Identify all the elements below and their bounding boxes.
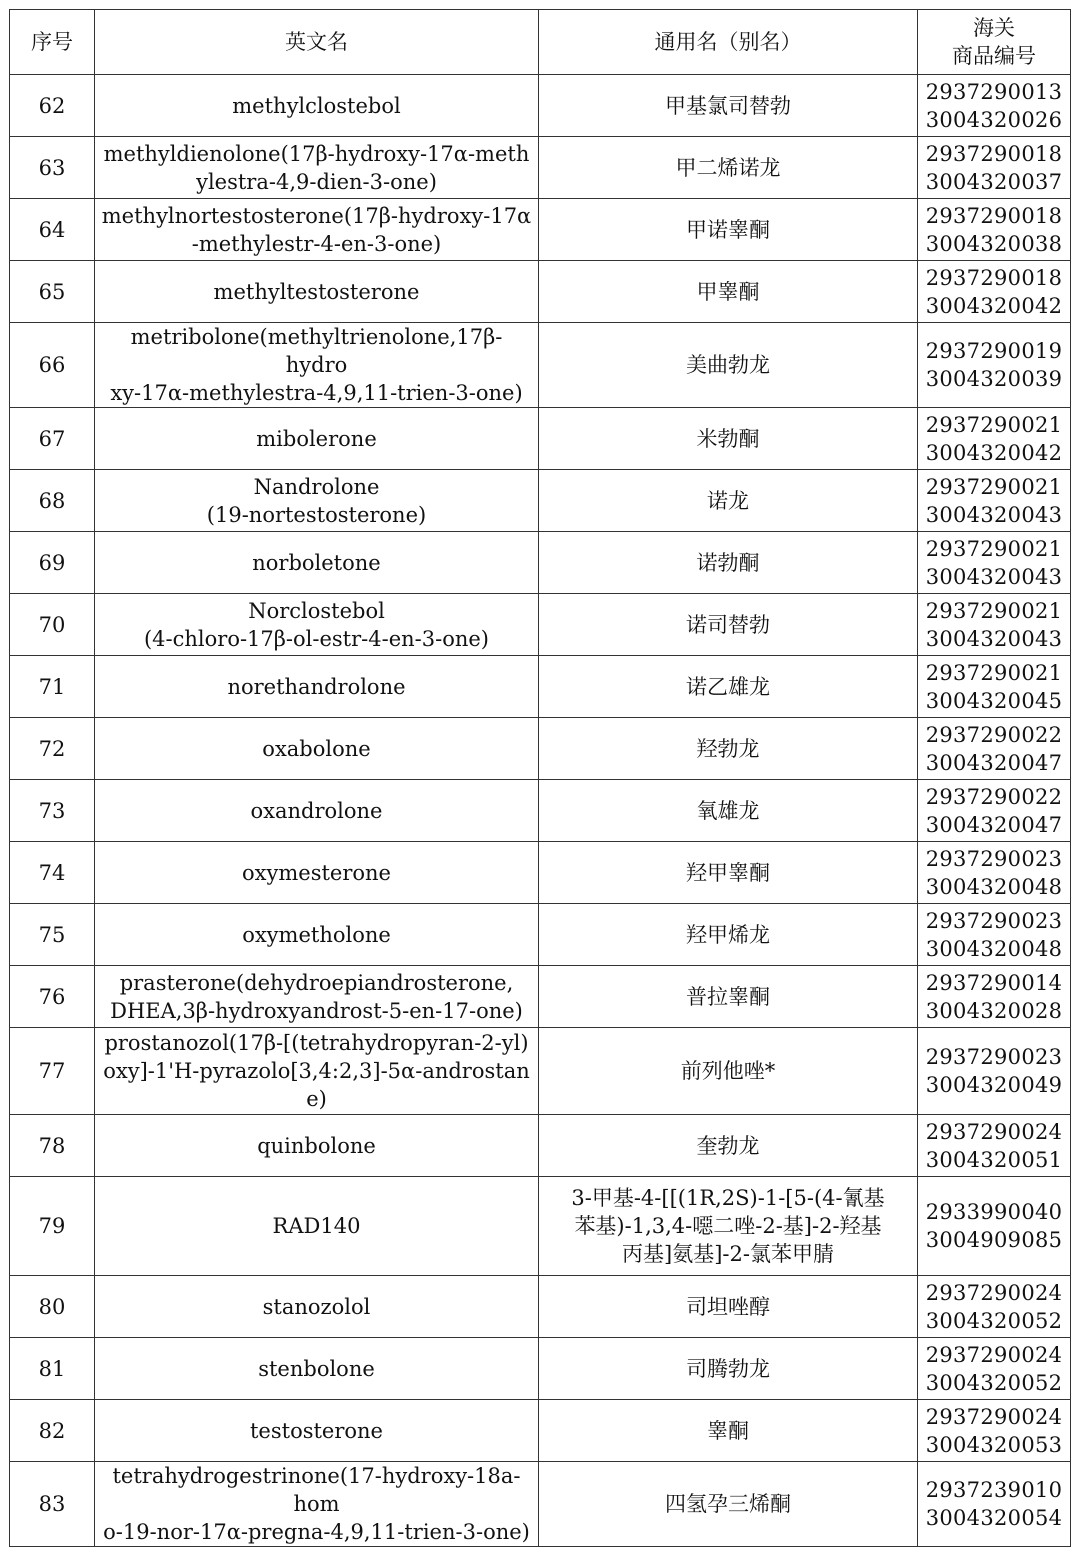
- customs-code-2: 3004320042: [925, 440, 1063, 465]
- common-name-cell: [539, 1400, 918, 1462]
- row-no-cell: 79: [10, 1177, 95, 1276]
- english-name-line: oxy]-1'H-pyrazolo[3,4:2,3]-5α-androstan: [103, 1059, 530, 1083]
- english-name-cell: [95, 1028, 539, 1115]
- customs-code-2: 3004320054: [925, 1506, 1063, 1530]
- customs-code-2: 3004320049: [925, 1073, 1063, 1097]
- customs-code-1: 2937290021: [925, 536, 1063, 561]
- english-name-line: methylclostebol: [232, 93, 401, 118]
- common-name-cell: [539, 1276, 918, 1338]
- english-name-line: DHEA,3β-hydroxyandrost-5-en-17-one): [110, 998, 523, 1023]
- customs-code-cell: [918, 1338, 1071, 1400]
- table-body: [10, 75, 1071, 1547]
- customs-code-1: 2933990040: [925, 1200, 1063, 1224]
- table-row: [10, 594, 1071, 656]
- english-name-line: methylnortestosterone(17β-hydroxy-17α: [101, 203, 532, 228]
- customs-code-2: 3004320053: [925, 1432, 1063, 1457]
- common-name-line: 3-甲基-4-[[(1R,2S)-1-[5-(4-氰基: [571, 1186, 885, 1210]
- common-name-line: 丙基]氨基]-2-氯苯甲腈: [622, 1242, 834, 1266]
- english-name-line: ylestra-4,9-dien-3-one): [196, 169, 437, 194]
- common-name-cell: [539, 780, 918, 842]
- table-row: [10, 532, 1071, 594]
- row-no-cell: 80: [10, 1276, 95, 1338]
- common-name-line: 司坦唑醇: [686, 1294, 770, 1319]
- row-no-cell: 76: [10, 966, 95, 1028]
- customs-code-1: 2937290018: [925, 141, 1063, 166]
- english-name-line: tetrahydrogestrinone(17-hydroxy-18a-hom: [112, 1464, 521, 1516]
- row-no-cell: 62: [10, 75, 95, 137]
- english-name-line: prostanozol(17β-[(tetrahydropyran-2-yl): [104, 1031, 529, 1055]
- common-name-cell: [539, 261, 918, 323]
- english-name-line: oxymetholone: [242, 922, 391, 947]
- english-name-cell: [95, 1400, 539, 1462]
- english-name-line: stenbolone: [258, 1356, 375, 1381]
- english-name-line: mibolerone: [256, 426, 377, 451]
- common-name-cell: [539, 1462, 918, 1547]
- common-name-cell: [539, 842, 918, 904]
- customs-code-2: 3004320047: [925, 750, 1063, 775]
- common-name-cell: [539, 1115, 918, 1177]
- common-name-line: 羟甲烯龙: [686, 922, 770, 947]
- common-name-line: 甲诺睾酮: [686, 217, 770, 242]
- header-customs-code: [918, 10, 1071, 75]
- english-name-cell: [95, 408, 539, 470]
- table-row: [10, 1115, 1071, 1177]
- table-row: [10, 199, 1071, 261]
- english-name-line: oxymesterone: [242, 860, 391, 885]
- english-name-cell: [95, 532, 539, 594]
- english-name-line: norboletone: [252, 550, 381, 575]
- customs-code-2: 3004320045: [925, 688, 1063, 713]
- customs-code-cell: [918, 408, 1071, 470]
- common-name-line: 苯基)-1,3,4-噁二唑-2-基]-2-羟基: [574, 1214, 882, 1238]
- table-row: [10, 904, 1071, 966]
- customs-code-1: 2937290021: [925, 412, 1063, 437]
- customs-code-1: 2937290024: [925, 1404, 1063, 1429]
- customs-code-2: 3004320042: [925, 293, 1063, 318]
- common-name-line: 四氢孕三烯酮: [665, 1492, 791, 1516]
- table-row: [10, 780, 1071, 842]
- common-name-cell: [539, 323, 918, 408]
- customs-code-1: 2937290023: [925, 846, 1063, 871]
- common-name-line: 美曲勃龙: [686, 353, 770, 377]
- customs-code-cell: [918, 75, 1071, 137]
- table-row: [10, 1462, 1071, 1547]
- common-name-line: 前列他唑*: [680, 1059, 776, 1083]
- english-name-line: quinbolone: [257, 1133, 376, 1158]
- common-name-line: 甲睾酮: [696, 279, 760, 304]
- common-name-cell: [539, 199, 918, 261]
- header-row: [10, 10, 1071, 75]
- customs-code-cell: [918, 199, 1071, 261]
- common-name-line: 普拉睾酮: [686, 984, 770, 1009]
- customs-code-2: 3004320043: [925, 502, 1063, 527]
- customs-code-1: 2937290024: [925, 1280, 1063, 1305]
- common-name-line: 甲基氯司替勃: [665, 93, 791, 118]
- row-no-cell: 74: [10, 842, 95, 904]
- english-name-line: -methylestr-4-en-3-one): [191, 231, 442, 256]
- row-no-cell: 71: [10, 656, 95, 718]
- common-name-cell: [539, 718, 918, 780]
- english-name-line: prasterone(dehydroepiandrosterone,: [119, 970, 514, 995]
- english-name-cell: [95, 966, 539, 1028]
- customs-code-1: 2937290019: [925, 339, 1063, 363]
- customs-code-2: 3004320043: [925, 564, 1063, 589]
- row-no-cell: 66: [10, 323, 95, 408]
- english-name-cell: [95, 1338, 539, 1400]
- english-name-line: norethandrolone: [227, 674, 406, 699]
- common-name-cell: [539, 470, 918, 532]
- row-no-cell: 67: [10, 408, 95, 470]
- customs-code-2: 3004320048: [925, 874, 1063, 899]
- english-name-line: oxabolone: [262, 736, 371, 761]
- common-name-cell: [539, 1177, 918, 1276]
- row-no-cell: 77: [10, 1028, 95, 1115]
- english-name-cell: [95, 1115, 539, 1177]
- common-name-line: 奎勃龙: [696, 1133, 760, 1158]
- english-name-line: Nandrolone: [253, 474, 380, 499]
- customs-code-cell: [918, 1177, 1071, 1276]
- customs-code-2: 3004320047: [925, 812, 1063, 837]
- english-name-line: (4-chloro-17β-ol-estr-4-en-3-one): [143, 626, 489, 651]
- row-no-cell: 78: [10, 1115, 95, 1177]
- customs-code-2: 3004320037: [925, 169, 1063, 194]
- english-name-line: xy-17α-methylestra-4,9,11-trien-3-one): [110, 381, 523, 405]
- english-name-cell: [95, 780, 539, 842]
- common-name-cell: [539, 75, 918, 137]
- english-name-line: RAD140: [272, 1214, 361, 1238]
- row-no-cell: 69: [10, 532, 95, 594]
- common-name-cell: [539, 137, 918, 199]
- common-name-cell: [539, 408, 918, 470]
- row-no-cell: 65: [10, 261, 95, 323]
- customs-code-cell: [918, 1462, 1071, 1547]
- english-name-line: Norclostebol: [248, 598, 385, 623]
- common-name-line: 羟勃龙: [696, 736, 760, 761]
- table-row: [10, 966, 1071, 1028]
- english-name-line: (19-nortestosterone): [206, 502, 427, 527]
- table-row: [10, 470, 1071, 532]
- customs-code-cell: [918, 904, 1071, 966]
- table-row: [10, 1028, 1071, 1115]
- customs-code-1: 2937290023: [925, 1045, 1063, 1069]
- table-row: [10, 718, 1071, 780]
- customs-code-1: 2937290018: [925, 203, 1063, 228]
- english-name-cell: [95, 470, 539, 532]
- english-name-line: oxandrolone: [250, 798, 383, 823]
- row-no-cell: 63: [10, 137, 95, 199]
- english-name-cell: [95, 1177, 539, 1276]
- customs-code-1: 2937290021: [925, 474, 1063, 499]
- common-name-cell: [539, 656, 918, 718]
- customs-code-1: 2937290023: [925, 908, 1063, 933]
- row-no-cell: 82: [10, 1400, 95, 1462]
- customs-code-cell: [918, 780, 1071, 842]
- common-name-line: 诺司替勃: [686, 612, 770, 637]
- table-row: [10, 261, 1071, 323]
- customs-code-2: 3004320038: [925, 231, 1063, 256]
- customs-code-2: 3004320048: [925, 936, 1063, 961]
- english-name-cell: [95, 594, 539, 656]
- customs-code-1: 2937290021: [925, 660, 1063, 685]
- table-row: [10, 75, 1071, 137]
- customs-code-2: 3004320039: [925, 367, 1063, 391]
- header-customs-code-line2: 商品编号: [952, 44, 1036, 68]
- row-no-cell: 72: [10, 718, 95, 780]
- customs-code-cell: [918, 842, 1071, 904]
- row-no-cell: 75: [10, 904, 95, 966]
- english-name-line: testosterone: [249, 1418, 383, 1443]
- customs-code-2: 3004320052: [925, 1308, 1063, 1333]
- customs-code-2: 3004320051: [925, 1147, 1063, 1172]
- common-name-line: 诺龙: [707, 488, 749, 513]
- english-name-cell: [95, 137, 539, 199]
- header-customs-code-line1: 海关: [973, 16, 1015, 40]
- common-name-cell: [539, 904, 918, 966]
- english-name-line: o-19-nor-17α-pregna-4,9,11-trien-3-one): [103, 1520, 530, 1544]
- customs-code-1: 2937290014: [925, 970, 1063, 995]
- english-name-line: e): [306, 1087, 327, 1111]
- common-name-line: 米勃酮: [696, 426, 760, 451]
- customs-code-1: 2937290013: [925, 79, 1063, 104]
- common-name-cell: [539, 1028, 918, 1115]
- common-name-line: 氧雄龙: [696, 798, 760, 823]
- customs-code-cell: [918, 1115, 1071, 1177]
- common-name-cell: [539, 532, 918, 594]
- row-no-cell: 68: [10, 470, 95, 532]
- english-name-cell: [95, 261, 539, 323]
- english-name-line: metribolone(methyltrienolone,17β-hydro: [130, 325, 503, 377]
- customs-code-2: 3004320028: [925, 998, 1063, 1023]
- english-name-cell: [95, 1462, 539, 1547]
- english-name-cell: [95, 718, 539, 780]
- common-name-cell: [539, 1338, 918, 1400]
- customs-code-cell: [918, 1276, 1071, 1338]
- table-row: [10, 1177, 1071, 1276]
- english-name-cell: [95, 904, 539, 966]
- customs-code-cell: [918, 261, 1071, 323]
- row-no-cell: 81: [10, 1338, 95, 1400]
- english-name-line: stanozolol: [262, 1294, 371, 1319]
- customs-code-2: 3004320026: [925, 107, 1063, 132]
- customs-code-cell: [918, 594, 1071, 656]
- english-name-cell: [95, 842, 539, 904]
- customs-code-1: 2937290022: [925, 784, 1063, 809]
- table-row: [10, 1276, 1071, 1338]
- table-row: [10, 137, 1071, 199]
- substance-table: [9, 9, 1071, 1547]
- customs-code-cell: [918, 137, 1071, 199]
- row-no-cell: 64: [10, 199, 95, 261]
- row-no-cell: 83: [10, 1462, 95, 1547]
- table-row: [10, 842, 1071, 904]
- table-row: [10, 323, 1071, 408]
- english-name-cell: [95, 199, 539, 261]
- english-name-cell: [95, 323, 539, 408]
- common-name-line: 司腾勃龙: [686, 1356, 770, 1381]
- common-name-line: 羟甲睾酮: [686, 860, 770, 885]
- customs-code-cell: [918, 966, 1071, 1028]
- row-no-cell: 73: [10, 780, 95, 842]
- row-no-cell: 70: [10, 594, 95, 656]
- customs-code-1: 2937290022: [925, 722, 1063, 747]
- customs-code-1: 2937290018: [925, 265, 1063, 290]
- header-no: 序号: [10, 10, 95, 75]
- customs-code-1: 2937290024: [925, 1119, 1063, 1144]
- common-name-cell: [539, 966, 918, 1028]
- header-common-name: 通用名（别名）: [539, 10, 918, 75]
- common-name-line: 甲二烯诺龙: [675, 155, 781, 180]
- table-row: [10, 1400, 1071, 1462]
- customs-code-2: 3004909085: [925, 1228, 1063, 1252]
- customs-code-1: 2937290024: [925, 1342, 1063, 1367]
- english-name-line: methyltestosterone: [213, 279, 420, 304]
- customs-code-1: 2937290021: [925, 598, 1063, 623]
- table-row: [10, 656, 1071, 718]
- common-name-line: 睾酮: [707, 1418, 749, 1443]
- english-name-cell: [95, 656, 539, 718]
- common-name-line: 诺勃酮: [696, 550, 760, 575]
- customs-code-cell: [918, 718, 1071, 780]
- customs-code-cell: [918, 656, 1071, 718]
- customs-code-2: 3004320052: [925, 1370, 1063, 1395]
- customs-code-cell: [918, 1028, 1071, 1115]
- table-row: [10, 1338, 1071, 1400]
- common-name-cell: [539, 594, 918, 656]
- customs-code-1: 2937239010: [925, 1478, 1063, 1502]
- english-name-cell: [95, 75, 539, 137]
- header-english-name: 英文名: [95, 10, 539, 75]
- common-name-line: 诺乙雄龙: [686, 674, 770, 699]
- table-row: [10, 408, 1071, 470]
- english-name-cell: [95, 1276, 539, 1338]
- customs-code-cell: [918, 323, 1071, 408]
- english-name-line: methyldienolone(17β-hydroxy-17α-meth: [103, 141, 530, 166]
- customs-code-cell: [918, 470, 1071, 532]
- customs-code-cell: [918, 532, 1071, 594]
- customs-code-2: 3004320043: [925, 626, 1063, 651]
- customs-code-cell: [918, 1400, 1071, 1462]
